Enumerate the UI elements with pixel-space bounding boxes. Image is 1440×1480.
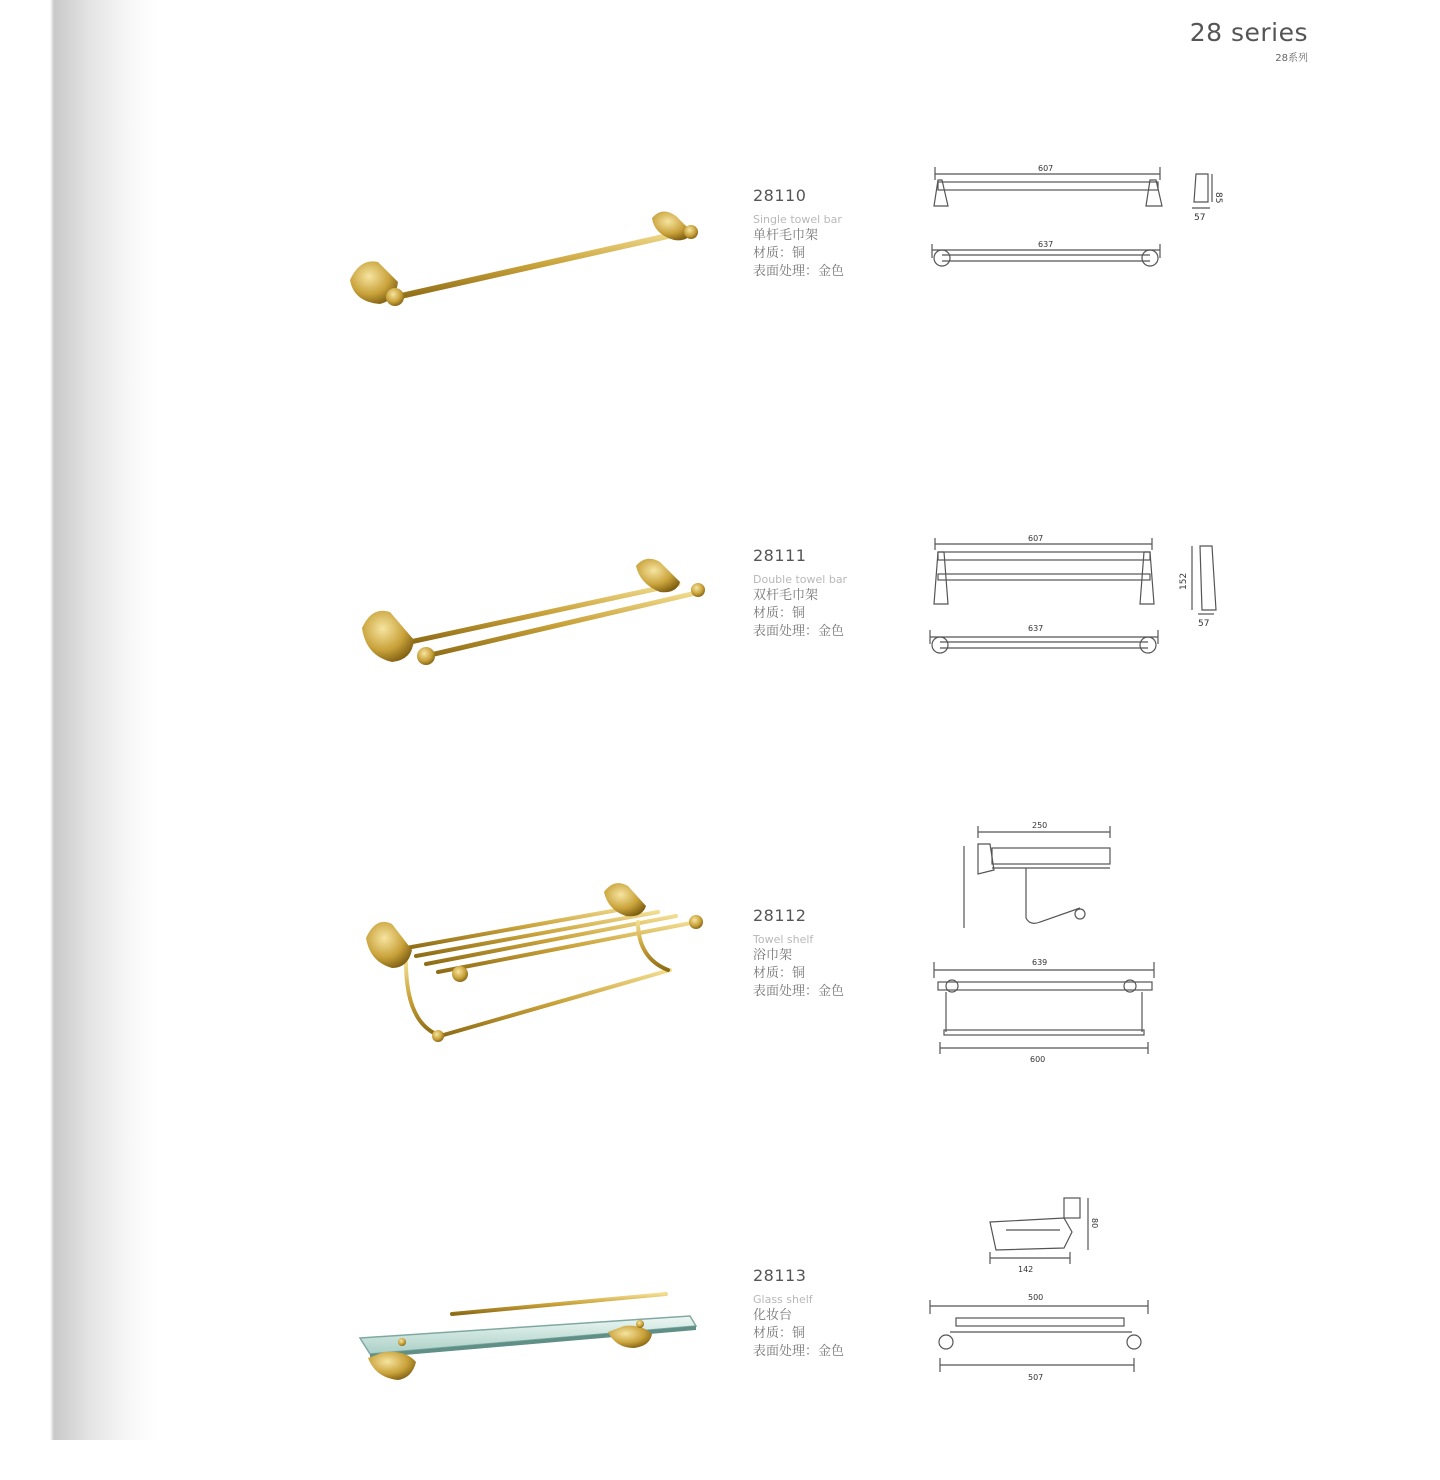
dim-top-width: 607: [1028, 534, 1044, 543]
series-subtitle: 28系列: [1275, 53, 1308, 64]
series-title: 28 series: [1189, 18, 1308, 47]
product-name-en: Single towel bar: [753, 213, 842, 226]
technical-drawing: [920, 1190, 1240, 1390]
product-info: [753, 186, 844, 281]
product-name-cn: 浴巾架: [753, 948, 793, 963]
technical-drawing: [920, 162, 1240, 292]
product-code: 28110: [753, 186, 807, 205]
product-code: 28112: [753, 906, 807, 925]
product-name-cn: 双杆毛巾架: [753, 588, 819, 603]
product-info: [753, 546, 847, 641]
product-photo-single-towel-bar: [340, 180, 720, 380]
product-name-cn: 化妆台: [753, 1308, 793, 1323]
product-code: 28111: [753, 546, 807, 565]
dim-side-depth: 142: [1018, 1265, 1034, 1274]
technical-drawing: [920, 534, 1240, 674]
dim-side-depth: 57: [1198, 619, 1210, 629]
dim-top-width: 639: [1032, 958, 1048, 967]
dim-side-depth: 250: [1032, 821, 1048, 830]
dim-bottom-width: 637: [1038, 240, 1054, 249]
dim-bottom-width: 637: [1028, 624, 1044, 633]
dim-bottom-width: 507: [1028, 1373, 1044, 1382]
product-photo-towel-shelf: [340, 870, 720, 1070]
dim-side-depth: 57: [1194, 213, 1206, 223]
product-finish: 表面处理：金色: [753, 1344, 845, 1359]
product-finish: 表面处理：金色: [753, 984, 845, 999]
product-photo-glass-shelf: [340, 1280, 720, 1480]
dim-side-height: 85: [1213, 192, 1223, 204]
product-info: [753, 906, 844, 1001]
product-name-en: Glass shelf: [753, 1293, 813, 1306]
left-page-shadow: [0, 0, 160, 1440]
product-name-cn: 单杆毛巾架: [753, 228, 819, 243]
page-header: [1190, 18, 1308, 64]
technical-drawing: [920, 818, 1240, 1068]
dim-side-height: 152: [1179, 572, 1189, 590]
product-material: 材质：铜: [753, 1326, 806, 1341]
product-code: 28113: [753, 1266, 807, 1285]
product-material: 材质：铜: [753, 606, 806, 621]
product-name-en: Towel shelf: [753, 933, 814, 946]
dim-top-width: 607: [1038, 164, 1054, 173]
product-info: [753, 1266, 844, 1361]
product-name-en: Double towel bar: [753, 573, 848, 586]
dim-bottom-width: 600: [1030, 1055, 1046, 1064]
dim-side-height: 80: [1090, 1218, 1099, 1229]
product-finish: 表面处理：金色: [753, 264, 845, 279]
dim-top-width: 500: [1028, 1293, 1044, 1302]
product-material: 材质：铜: [753, 966, 806, 981]
product-finish: 表面处理：金色: [753, 624, 845, 639]
product-photo-double-towel-bar: [340, 540, 720, 740]
product-material: 材质：铜: [753, 246, 806, 261]
